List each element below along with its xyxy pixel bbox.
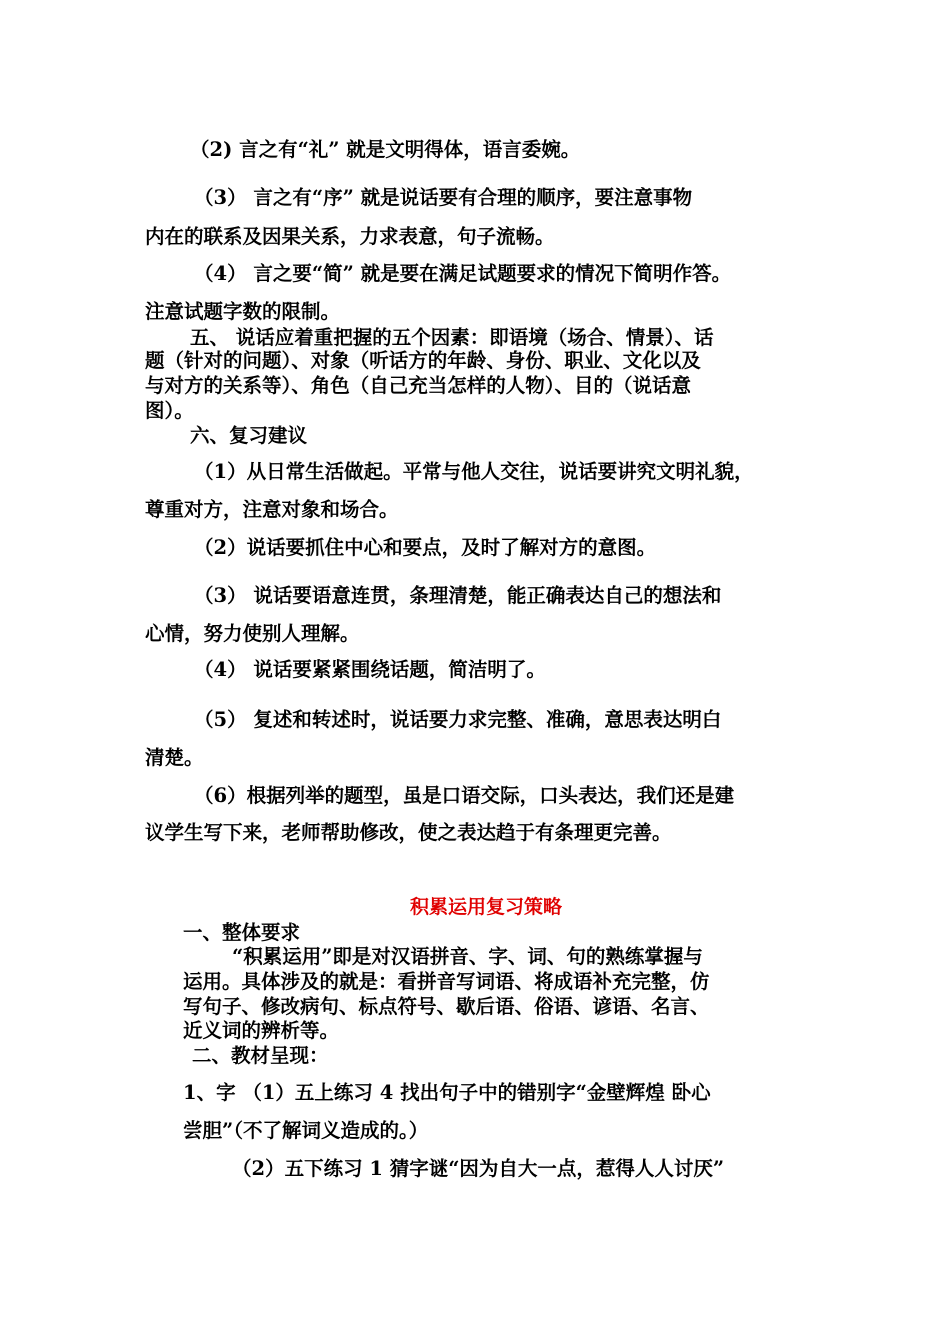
text-line: 1、字 （1）五上练习 4 找出句子中的错别字“金壁辉煌 卧心 xyxy=(183,1081,711,1104)
text-line: 题（针对的问题）、对象（听话方的年龄、身份、职业、文化以及 xyxy=(145,349,701,372)
section-heading: 六、复习建议 xyxy=(190,424,308,447)
text-line: 近义词的辨析等。 xyxy=(183,1019,340,1042)
text-line: （1）从日常生活做起。平常与他人交往，说话要讲究文明礼貌， xyxy=(194,460,754,483)
text-line: 五、 说话应着重把握的五个因素：即语境（场合、情景）、话 xyxy=(190,326,714,349)
section-title: 积累运用复习策略 xyxy=(410,896,563,918)
text-line: 注意试题字数的限制。 xyxy=(145,300,341,323)
text-line: （2) 言之有“礼” 就是文明得体，语言委婉。 xyxy=(190,138,581,161)
text-line: （5） 复述和转述时，说话要力求完整、准确，意思表达明白 xyxy=(194,708,722,731)
text-line: “积累运用”即是对汉语拼音、字、词、句的熟练掌握与 xyxy=(232,945,703,968)
text-line: 议学生写下来，老师帮助修改，使之表达趋于有条理更完善。 xyxy=(145,821,672,844)
text-line: 尊重对方，注意对象和场合。 xyxy=(145,498,399,521)
text-line: 内在的联系及因果关系，力求表意，句子流畅。 xyxy=(145,225,555,248)
text-line: 清楚。 xyxy=(145,746,204,769)
section-heading: 二、教材呈现： xyxy=(192,1044,329,1067)
text-line: 图）。 xyxy=(145,399,194,422)
text-line: 心情，努力使别人理解。 xyxy=(145,622,360,645)
text-line: （2）五下练习 1 猜字谜“因为自大一点，惹得人人讨厌” xyxy=(232,1157,725,1180)
section-heading: 一、整体要求 xyxy=(183,921,301,944)
text-line: （6）根据列举的题型，虽是口语交际，口头表达，我们还是建 xyxy=(194,784,735,807)
text-line: （4） 言之要“简” 就是要在满足试题要求的情况下简明作答。 xyxy=(194,262,732,285)
text-line: （2）说话要抓住中心和要点，及时了解对方的意图。 xyxy=(194,536,657,559)
text-line: 运用。具体涉及的就是：看拼音写词语、将成语补充完整，仿 xyxy=(183,970,710,993)
text-line: （3） 说话要语意连贯，条理清楚，能正确表达自己的想法和 xyxy=(194,584,722,607)
text-line: 与对方的关系等）、角色（自己充当怎样的人物）、目的（说话意 xyxy=(145,374,692,397)
text-line: （4） 说话要紧紧围绕话题，简洁明了。 xyxy=(194,658,546,681)
text-line: （3） 言之有“序” 就是说话要有合理的顺序，要注意事物 xyxy=(194,186,693,209)
text-line: 写句子、修改病句、标点符号、歇后语、俗语、谚语、名言、 xyxy=(183,995,710,1018)
text-line: 尝胆”（不了解词义造成的。） xyxy=(183,1119,429,1142)
